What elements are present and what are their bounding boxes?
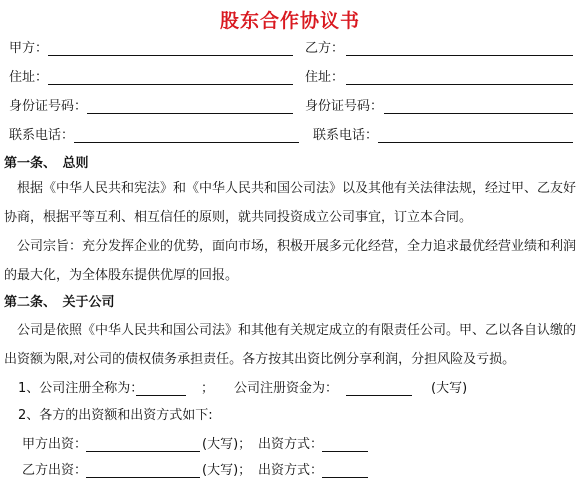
company-name-label: 1、公司注册全称为： [18,381,144,396]
party-a-phone-blank[interactable] [74,142,299,143]
article-2-paragraph-1: 公司是依照《中华人民共和国公司法》和其他有关规定成立的有限责任公司。甲、乙以各自认缴的出资额为限,对公司的债权债务承担责任。各方按其出资比例分享利润，分担风险及亏损。 [4,323,577,367]
party-b-label: 乙方： [305,41,345,56]
item-1-separator: ； [201,381,215,396]
party-b-contribution-label: 乙方出资： [22,463,88,478]
party-b-blank[interactable] [346,55,573,56]
article-2-heading: 第二条、 关于公司 [4,295,115,310]
article-1-heading: 第一条、 总则 [4,156,89,171]
party-b-address-label: 住址： [305,70,345,85]
party-a-contribution-blank[interactable] [86,451,200,452]
article-1-paragraph-2: 公司宗旨：充分发挥企业的优势，面向市场，积极开展多元化经营，全力追求最优经营业绩和利润的最大化，为全体股东提供优厚的回报。 [4,239,577,283]
registered-capital-suffix: (大写) [431,381,468,396]
party-b-id-label: 身份证号码： [305,99,384,114]
party-a-address-label: 住址： [9,70,49,85]
article-1-paragraph-1: 根据《中华人民共和宪法》和《中华人民共和国公司法》以及其他有关法律法规，经过甲、乙友好协商，根据平等互利、相互信任的原则，就共同投资成立公司事宜，订立本合同。 [4,181,577,225]
company-name-blank[interactable] [136,395,186,396]
party-a-id-label: 身份证号码： [9,99,88,114]
party-a-phone-label: 联系电话： [9,128,75,143]
party-a-method-label: 出资方式： [258,437,324,452]
contribution-heading: 2、各方的出资额和出资方式如下: [18,408,213,423]
party-a-contribution-label: 甲方出资： [22,437,88,452]
party-b-phone-blank[interactable] [378,142,573,143]
party-b-daxie-label: (大写)； [202,463,252,478]
party-b-phone-label: 联系电话： [313,128,379,143]
party-b-method-blank[interactable] [322,477,368,478]
party-b-method-label: 出资方式： [258,463,324,478]
party-b-contribution-blank[interactable] [86,477,200,478]
party-a-blank[interactable] [48,55,293,56]
party-a-address-blank[interactable] [48,84,293,85]
registered-capital-label: 公司注册资金为： [234,381,339,396]
party-b-id-blank[interactable] [384,113,573,114]
registered-capital-blank[interactable] [346,395,412,396]
party-b-address-blank[interactable] [346,84,573,85]
party-a-label: 甲方： [9,41,49,56]
party-a-id-blank[interactable] [87,113,293,114]
document-title: 股东合作协议书 [219,10,360,32]
party-a-daxie-label: (大写)； [202,437,252,452]
party-a-method-blank[interactable] [322,451,368,452]
